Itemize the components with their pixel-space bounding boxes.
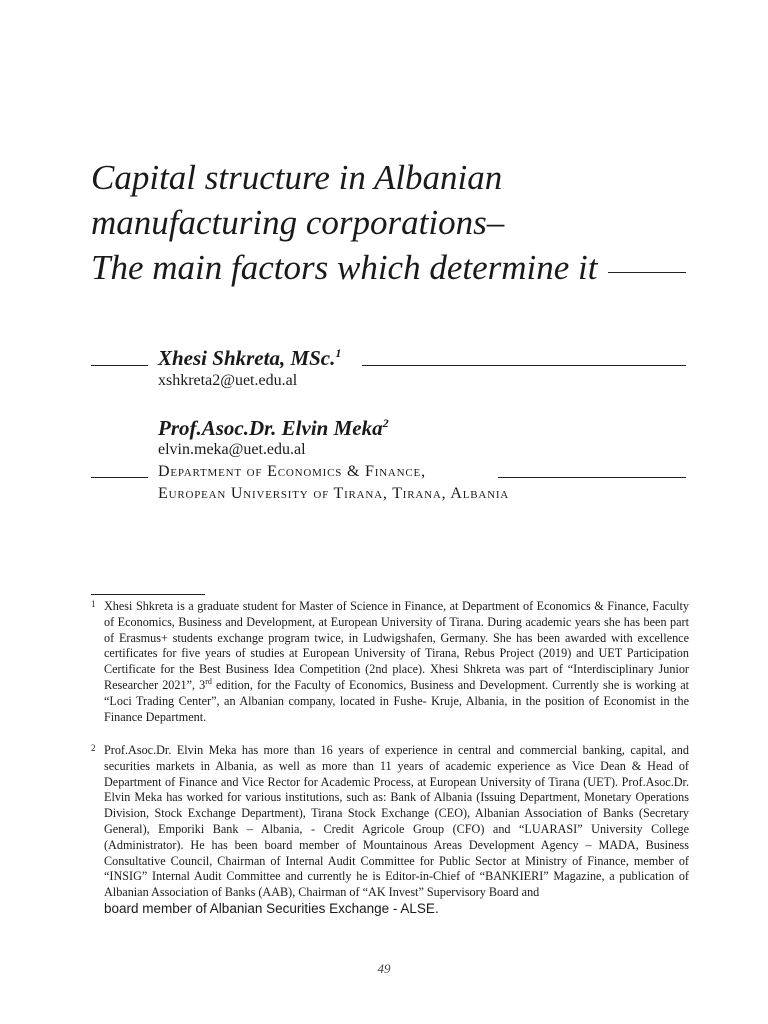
author-2-email: elvin.meka@uet.edu.al (158, 441, 306, 458)
title-line-3: The main factors which determine it (91, 248, 598, 287)
footnote-1-text (104, 599, 689, 725)
paper-title (91, 155, 691, 290)
author-2-affiliation-line-2: European University of Tirana, Tirana, Albania (158, 485, 510, 502)
author-1-footnote-ref: 1 (335, 346, 342, 360)
author-1-name (158, 346, 341, 371)
author-2-affiliation-line-1: Department of Economics & Finance, (158, 463, 426, 480)
footnote-2 (91, 743, 689, 917)
page-number: 49 (377, 961, 391, 976)
footnote-1-mark: 1 (91, 599, 96, 609)
author-1-name-text: Xhesi Shkreta, MSc. (158, 346, 336, 370)
title-rule (608, 272, 686, 273)
footnote-separator (91, 594, 205, 595)
footnote-2-last-line: board member of Albanian Securities Exchange - ALSE. (104, 900, 439, 916)
footnote-1-text-part-1: Xhesi Shkreta is a graduate student for Master of Science in Finance, at Department of Economics & Finance, Faculty of Economics, Business and Development, at European University of Tirana. During academic years she has been part of Erasmus+ students exchange program twice, in Ludwigshafen, Germany. She has been awarded with excellence certificates for five years of studies at European University of Tirana, Rebus Project (2019) and UET Participation Certificate for the Best Business Idea Competition (2nd place). Xhesi Shkreta was part of “Interdisciplinary Junior Researcher 2021”, 3 (104, 599, 689, 692)
author1-left-rule (91, 365, 148, 366)
title-line-1: Capital structure in Albanian (91, 158, 503, 197)
title-line-2: manufacturing corporations– (91, 203, 505, 242)
affiliation-left-rule (91, 477, 148, 478)
author-1-email: xshkreta2@uet.edu.al (158, 372, 298, 389)
author-2-name-text: Prof.Asoc.Dr. Elvin Meka (158, 416, 383, 440)
author1-right-rule (362, 365, 686, 366)
footnote-2-text-body: Prof.Asoc.Dr. Elvin Meka has more than 16 years of experience in central and commercial banking, capital, and securities markets in Albania, as well as more than 11 years of academic experience as Vice Dean & Head of Department of Finance and Vice Rector for Academic Process, at European University of Tirana (UET). Prof.Asoc.Dr. Elvin Meka has worked for various institutions, such as: Bank of Albania (Issuing Department, Monetary Operations Division, Stock Exchange Department), Tirana Stock Exchange (CEO), Albanian Association of Banks (Secretary General), Emporiki Bank – Albania, - Credit Agricole Group (CFO) and “LUARASI” University College (Administrator). He has been board member of Mountainous Areas Development Agency – MADA, Business Consultative Council, Chairman of Internal Audit Committee for Public Sector at Ministry of Finance, member of “INSIG” Internal Audit Committee and currently he is Editor-in-Chief of “BANKIERI” Magazine, a publication of Albanian Association of Banks (AAB), Chairman of “AK Invest” Supervisory Board and (104, 743, 689, 900)
footnote-2-text (104, 743, 689, 917)
footnote-2-mark: 2 (91, 743, 96, 753)
author-2-footnote-ref: 2 (382, 416, 389, 430)
affiliation-right-rule (498, 477, 686, 478)
footnote-1-superscript: rd (205, 676, 212, 686)
author-2-name (158, 416, 389, 441)
footnote-1 (91, 599, 689, 725)
footnote-1-text-part-2: edition, for the Faculty of Economics, Business and Development. Currently she is working at “Loci Trading Center”, an Albanian company, located in Fushe- Kruje, Albania, in the position of Economist in the Finance Department. (104, 677, 690, 724)
